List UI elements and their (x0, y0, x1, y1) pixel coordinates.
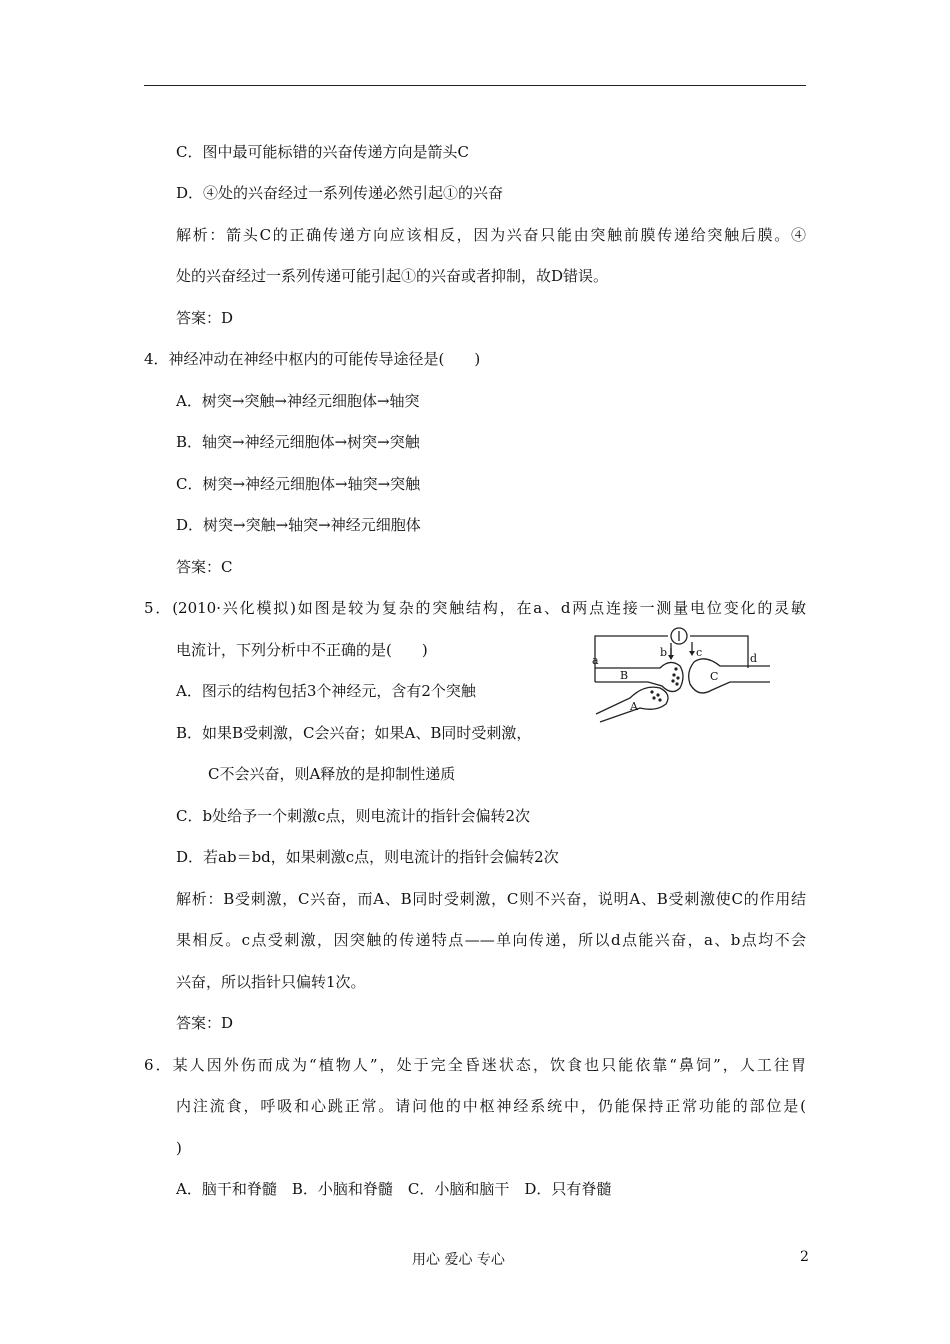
q4-answer: 答案：C (176, 558, 233, 576)
galvanometer-wire-left (595, 636, 668, 668)
q4-option-d: D．树突→突触→轴突→神经元细胞体 (176, 516, 421, 534)
q4-option-a: A．树突→突触→神经元细胞体→轴突 (176, 392, 420, 410)
point-d-label: d (750, 652, 758, 665)
q5-option-a: A．图示的结构包括3个神经元，含有2个突触 (176, 682, 476, 700)
point-c-label: c (696, 646, 703, 659)
neuron-a-label: A (630, 700, 638, 713)
q5-option-c: C．b处给予一个刺激c点，则电流计的指针会偏转2次 (176, 807, 531, 825)
q5-option-d: D．若ab＝bd，如果刺激c点，则电流计的指针会偏转2次 (176, 848, 559, 866)
q4-stem: 4．神经冲动在神经中枢内的可能传导途径是( ) (144, 350, 481, 368)
q6-options: A．脑干和脊髓 B．小脑和脊髓 C．小脑和脑干 D．只有脊髓 (176, 1180, 612, 1198)
q6-stem-line-1: 6．某人因外伤而成为“植物人”，处于完全昏迷状态，饮食也只能依靠“鼻饲”，人工往胃 (144, 1056, 806, 1074)
arrow-b-icon (668, 655, 674, 660)
q5-option-b-line-1: B．如果B受刺激，C会兴奋；如果A、B同时受刺激， (176, 724, 532, 742)
header-rule (144, 85, 806, 86)
q4-option-c: C．树突→神经元细胞体→轴突→突触 (176, 475, 421, 493)
q5-option-b-line-2: C不会兴奋，则A释放的是抑制性递质 (208, 765, 456, 783)
neuron-c-label: C (710, 670, 719, 683)
q3-analysis-line-1: 解析：箭头C的正确传递方向应该相反，因为兴奋只能由突触前膜传递给突触后膜。④ (176, 226, 806, 244)
q5-analysis-line-1: 解析：B受刺激，C兴奋，而A、B同时受刺激，C则不兴奋，说明A、B受刺激使C的作用结 (176, 890, 806, 908)
synapse-diagram (590, 624, 770, 724)
q5-stem-line-2: 电流计，下列分析中不正确的是( ) (176, 641, 428, 659)
q5-answer: 答案：D (176, 1014, 234, 1032)
neuron-b-outline (595, 662, 683, 691)
neuron-c-outline (689, 659, 770, 693)
neuron-b-label: B (620, 669, 629, 682)
q6-stem-line-2: 内注流食，呼吸和心跳正常。请问他的中枢神经系统中，仍能保持正常功能的部位是( (176, 1097, 806, 1115)
arrow-c-icon (689, 651, 695, 656)
point-a-label: a (592, 654, 599, 667)
q5-analysis-line-3: 兴奋，所以指针只偏转1次。 (176, 973, 366, 991)
q3-analysis-line-2: 处的兴奋经过一系列传递可能引起①的兴奋或者抑制，故D错误。 (176, 267, 609, 285)
footer-motto: 用心 爱心 专心 (412, 1252, 505, 1268)
q4-option-b: B．轴突→神经元细胞体→树突→突触 (176, 433, 420, 451)
q5-analysis-line-2: 果相反。c点受刺激，因突触的传递特点——单向传递，所以d点能兴奋，a、b点均不会 (176, 931, 806, 949)
q6-stem-line-3: ) (176, 1139, 182, 1157)
q3-option-c: C．图中最可能标错的兴奋传递方向是箭头C (176, 143, 469, 161)
q3-option-d: D．④处的兴奋经过一系列传递必然引起①的兴奋 (176, 184, 504, 202)
point-b-label: b (660, 646, 668, 659)
q5-stem-line-1: 5．(2010·兴化模拟)如图是较为复杂的突触结构，在a、d两点连接一测量电位变化的灵敏 (144, 599, 806, 617)
page-number: 2 (800, 1249, 809, 1265)
q3-answer: 答案：D (176, 309, 234, 327)
